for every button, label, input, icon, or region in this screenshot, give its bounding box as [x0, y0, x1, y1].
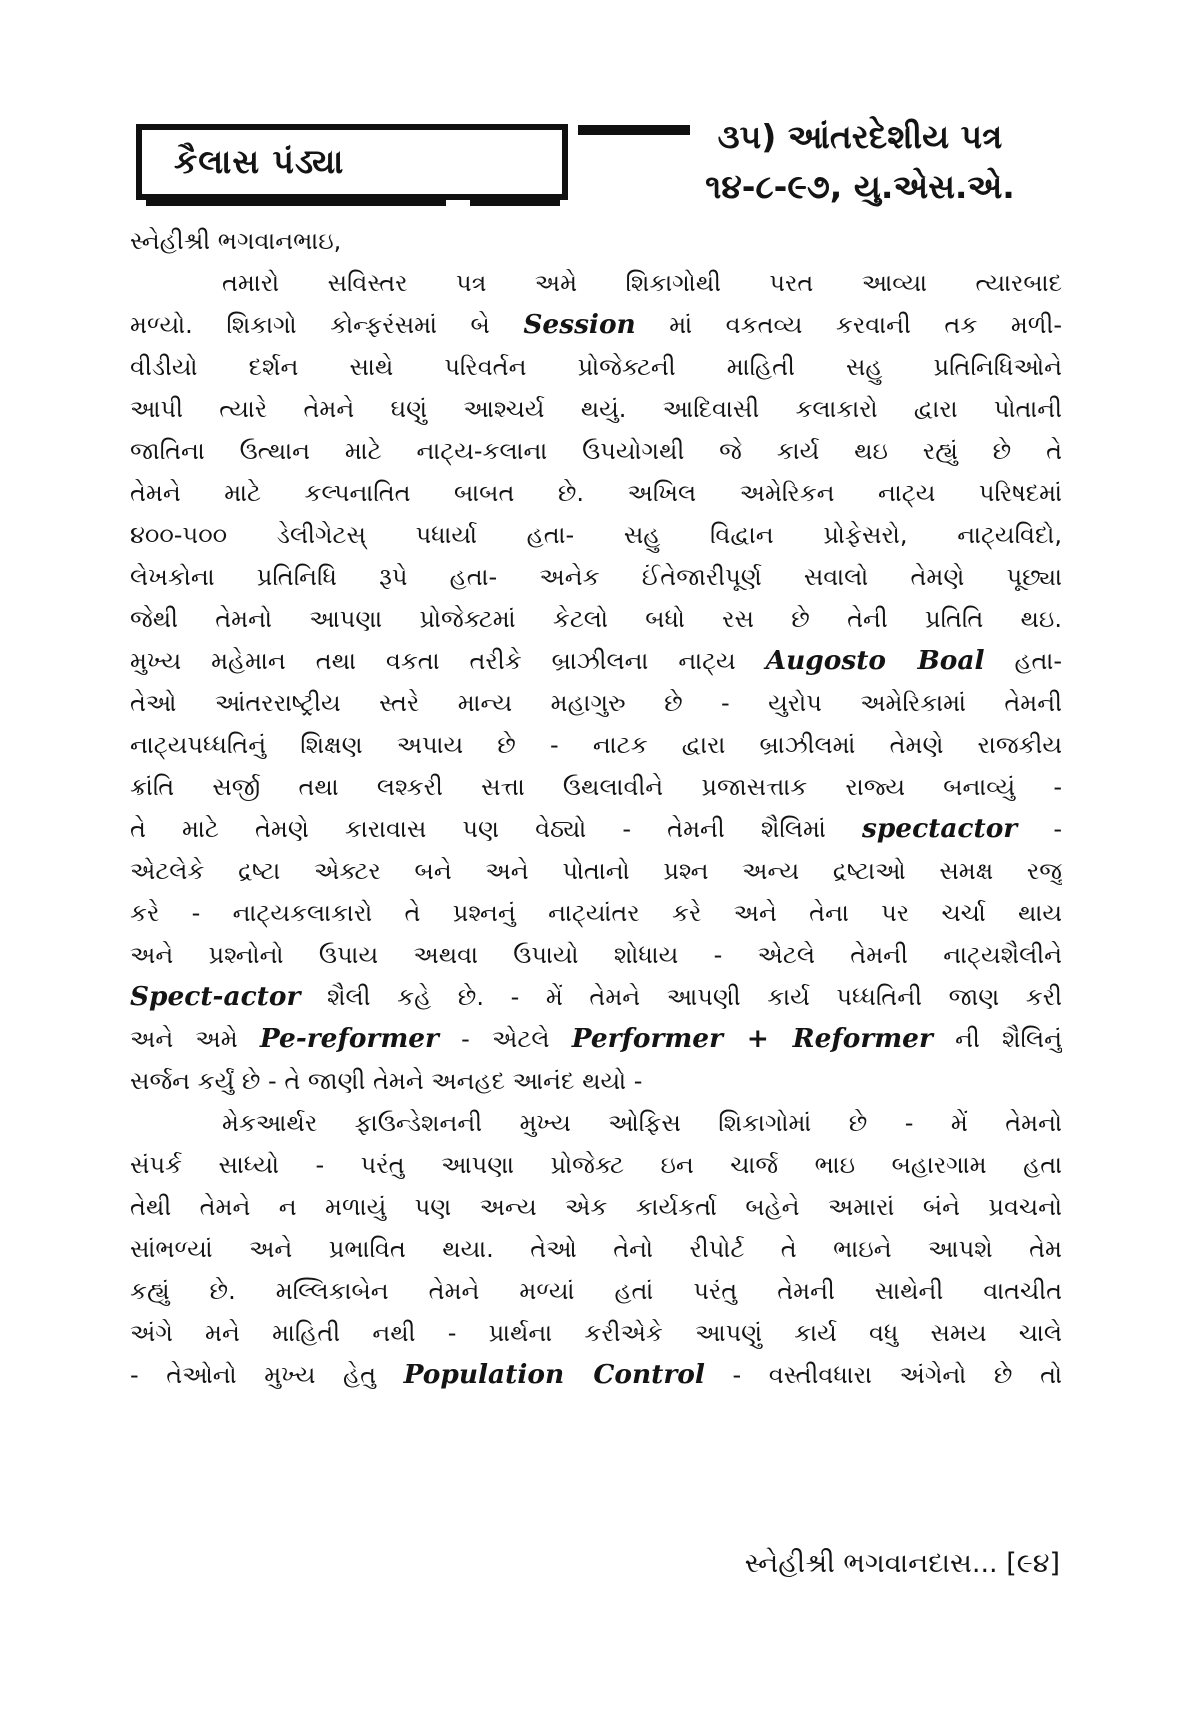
text-line: જેથી તેમનો આપણા પ્રોજેક્ટમાં કેટલો બધો રસ છે તેની પ્રતિતિ થઇ. — [130, 605, 1062, 633]
paragraph — [130, 1102, 1062, 1396]
letter-heading — [655, 112, 1065, 212]
text-line: અંગે મને માહિતી નથી - પ્રાર્થના કરીએકે આપણું કાર્ય વધુ સમય ચાલે — [130, 1319, 1062, 1347]
text-line: સંપર્ક સાધ્યો - પરંતુ આપણા પ્રોજેક્ટ ઇન ચાર્જ ભાઇ બહારગામ હતા — [130, 1151, 1062, 1179]
english-term: Augosto Boal — [765, 645, 985, 676]
text-line: મેકઆર્થર ફાઉન્ડેશનની મુખ્ય ઓફિસ શિકાગોમાં છે - મેં તેમનો — [222, 1109, 1062, 1137]
author-name-box — [136, 124, 568, 200]
text-line: તમારો સવિસ્તર પત્ર અમે શિકાગોથી પરત આવ્યા ત્યારબાદ — [222, 269, 1062, 297]
letter-date-place: ૧૪-૮-૯૭, યુ.એસ.એ. — [705, 167, 1015, 206]
text-line: અને પ્રશ્નોનો ઉપાય અથવા ઉપાયો શોધાય - એટલે તેમની નાટ્યશૈલીને — [130, 941, 1062, 969]
text-line: અને અમે Pe-reformer - એટલે Performer + Reformer ની શૈલિનું — [130, 1023, 1062, 1054]
english-term: Spect-actor — [130, 981, 301, 1012]
text-line: વીડીયો દર્શન સાથે પરિવર્તન પ્રોજેક્ટની માહિતી સહુ પ્રતિનિધિઓને — [130, 353, 1062, 381]
footer-text: સ્નેહીશ્રી ભગવાનદાસ... [૯૪] — [744, 1548, 1060, 1579]
text-line: ૪૦૦-૫૦૦ ડેલીગેટસ્ પધાર્યા હતા- સહુ વિદ્વાન પ્રોફેસરો, નાટ્યવિદો, — [130, 521, 1062, 549]
text-line: મુખ્ય મહેમાન તથા વકતા તરીકે બ્રાઝીલના નાટ્ય Augosto Boal હતા- — [130, 645, 1062, 676]
english-term: spectactor — [861, 813, 1018, 844]
letter-body — [130, 220, 1062, 1396]
salutation: સ્નેહીશ્રી ભગવાનભાઇ, — [130, 227, 342, 255]
text-line: મળ્યો. શિકાગો કોન્ફરંસમાં બે Session માં વકતવ્ય કરવાની તક મળી- — [130, 309, 1062, 340]
text-line: લેખકોના પ્રતિનિધિ રૂપે હતા- અનેક ઈંતેજારીપૂર્ણ સવાલો તેમણે પૂછ્યા — [130, 563, 1062, 591]
text-line: તે માટે તેમણે કારાવાસ પણ વેઠ્યો - તેમની શૈલિમાં spectactor - — [130, 813, 1062, 844]
text-line: તેમને માટે કલ્પનાતિત બાબત છે. અખિલ અમેરિકન નાટ્ય પરિષદમાં — [130, 479, 1062, 507]
text-line: તેઓ આંતરરાષ્ટ્રીય સ્તરે માન્ય મહાગુરુ છે - યુરોપ અમેરિકામાં તેમની — [130, 689, 1062, 717]
text-line: કહ્યું છે. મલ્લિકાબેન તેમને મળ્યાં હતાં પરંતુ તેમની સાથેની વાતચીત — [130, 1277, 1062, 1305]
text-line: કરે - નાટ્યકલાકારો તે પ્રશ્નનું નાટ્યાંતર કરે અને તેના પર ચર્ચા થાય — [130, 899, 1062, 927]
page-footer — [745, 1548, 1060, 1580]
letter-number-title: ૩૫) આંતરદેશીય પત્ર — [717, 117, 1003, 156]
english-term: Session — [523, 309, 636, 340]
english-term: Pe-reformer — [259, 1023, 439, 1054]
text-line: ક્રાંતિ સર્જી તથા લશ્કરી સત્તા ઉથલાવીને પ્રજાસત્તાક રાજ્ય બનાવ્યું - — [130, 773, 1062, 801]
paragraph — [130, 262, 1062, 1102]
text-line: Spect-actor શૈલી કહે છે. - મેં તેમને આપણી કાર્ય પધ્ધતિની જાણ કરી — [130, 981, 1062, 1012]
paragraphs — [130, 262, 1062, 1396]
author-name: કૈલાસ પંડ્યા — [174, 142, 345, 181]
text-line: - તેઓનો મુખ્ય હેતુ Population Control - વસ્તીવધારા અંગેનો છે તો — [130, 1359, 1062, 1390]
text-line: જાતિના ઉત્થાન માટે નાટ્ય-કલાના ઉપયોગથી જે કાર્ય થઇ રહ્યું છે તે — [130, 437, 1062, 465]
text-line: સર્જન કર્યું છે - તે જાણી તેમને અનહદ આનંદ થયો - — [130, 1067, 643, 1095]
text-line: એટલેકે દ્રષ્ટા એક્ટર બને અને પોતાનો પ્રશ્ન અન્ય દ્રષ્ટાઓ સમક્ષ રજુ — [130, 857, 1062, 885]
box-double-rule — [146, 198, 446, 206]
text-line: નાટ્યપધ્ધતિનું શિક્ષણ અપાય છે - નાટક દ્વારા બ્રાઝીલમાં તેમણે રાજકીય — [130, 731, 1062, 759]
english-term: Population Control — [403, 1359, 705, 1390]
text-line: સાંભળ્યાં અને પ્રભાવિત થયા. તેઓ તેનો રીપોર્ટ તે ભાઇને આપશે તેમ — [130, 1235, 1062, 1263]
text-line: તેથી તેમને ન મળાયું પણ અન્ય એક કાર્યકર્તા બહેને અમારાં બંને પ્રવચનો — [130, 1193, 1062, 1221]
english-term: Performer + Reformer — [571, 1023, 933, 1054]
text-line: આપી ત્યારે તેમને ઘણું આશ્ચર્ય થયું. આદિવાસી કલાકારો દ્વારા પોતાની — [130, 395, 1062, 423]
box-double-rule — [470, 198, 560, 206]
